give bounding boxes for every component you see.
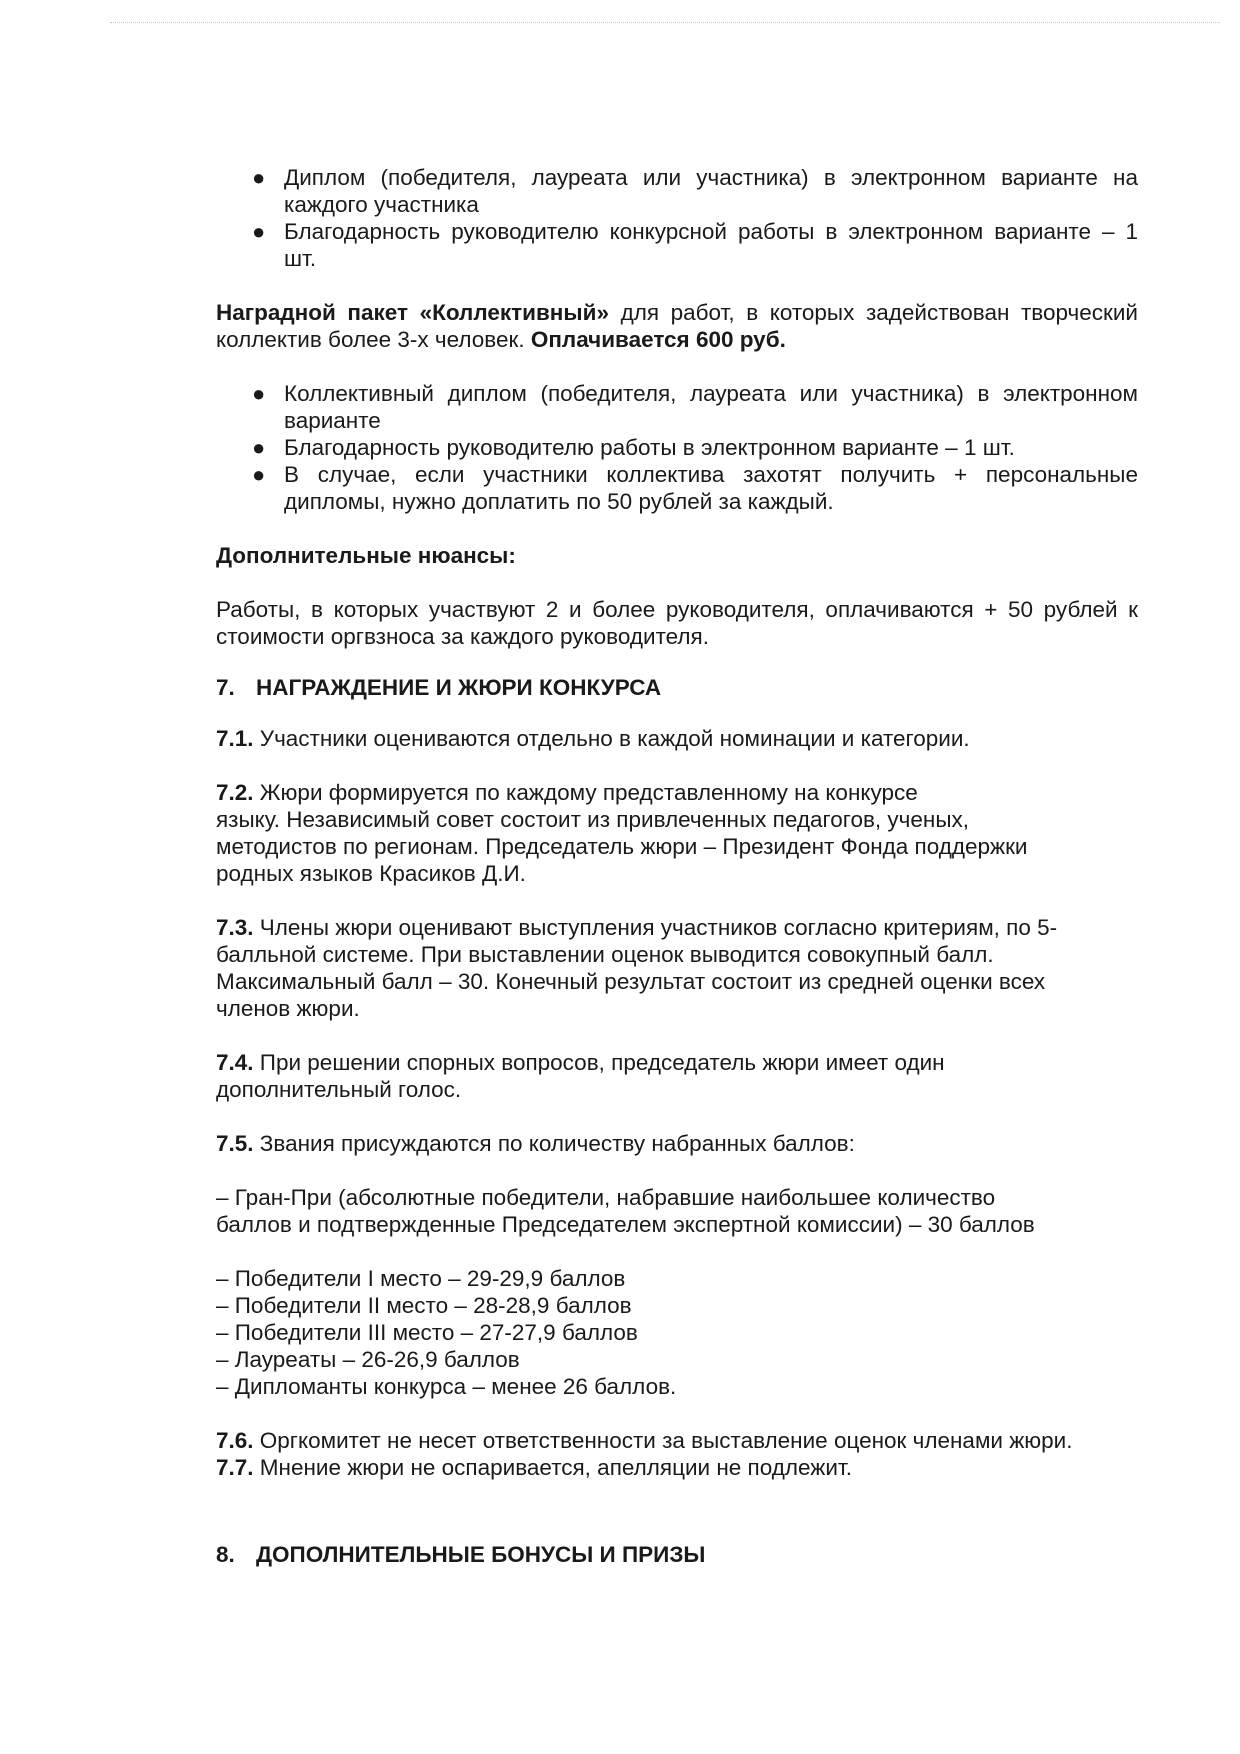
bullet-icon: ● [252,165,266,190]
list-item: ● В случае, если участники коллектива захотят получить + персональные дипломы, нужно доплатить по 50 рублей за каждый. [252,462,1138,514]
list-item: ● Благодарность руководителю конкурсной работы в электронном варианте – 1 шт. [252,219,1138,271]
list-item: – Лауреаты – 26-26,9 баллов [216,1347,520,1372]
collective-package-paragraph: Наградной пакет «Коллективный» для работ, в которых задействован творческий коллектив более 3-х человек. Оплачивается 600 руб. [216,300,1138,352]
list-item: ● Благодарность руководителю работы в электронном варианте – 1 шт. [252,435,1015,460]
extra-nuances-text: Работы, в которых участвуют 2 и более руководителя, оплачиваются + 50 рублей к стоимости оргвзноса за каждого руководителя. [216,597,1138,649]
section-7-heading: 7. НАГРАЖДЕНИЕ И ЖЮРИ КОНКУРСА [216,675,662,700]
clause-7-3: 7.3. Члены жюри оценивают выступления участников согласно критериям, по 5- балльной системе. При выставлении оценок выводится совокупный балл. Максимальный балл – 30. Конечный результат состоит из средней оценки всех членов жюри. [216,915,1058,1021]
collective-package-list [216,380,1138,515]
clause-7-4: 7.4. При решении спорных вопросов, председатель жюри имеет один дополнительный голос. [216,1050,945,1102]
list-item: – Победители I место – 29-29,9 баллов [216,1266,626,1291]
section-8-heading: 8. ДОПОЛНИТЕЛЬНЫЕ БОНУСЫ И ПРИЗЫ [216,1542,706,1567]
clause-7-1: 7.1. Участники оцениваются отдельно в каждой номинации и категории. [216,726,970,751]
ranks-list [216,1265,1138,1400]
scan-edge-line [110,22,1220,23]
clauses-7-6-7-7 [216,1427,1138,1481]
award-package-list [216,164,1138,272]
list-item: – Победители III место – 27-27,9 баллов [216,1320,638,1345]
bullet-icon: ● [252,381,266,406]
grand-prix-item: – Гран-При (абсолютные победители, набравшие наибольшее количество баллов и подтвержденные Председателем экспертной комиссии) – 30 баллов [216,1185,1035,1237]
clause-7-7: 7.7. Мнение жюри не оспаривается, апелляции не подлежит. [216,1455,852,1480]
clause-7-2: 7.2. Жюри формируется по каждому представленному на конкурсе языку. Независимый совет состоит из привлеченных педагогов, ученых, методистов по регионам. Председатель жюри – Президент Фонда поддержки родных языков Красиков Д.И. [216,780,1028,886]
list-item: ● Диплом (победителя, лауреата или участника) в электронном варианте на каждого участника [252,165,1138,217]
bullet-icon: ● [252,219,266,244]
list-item: – Победители II место – 28-28,9 баллов [216,1293,632,1318]
clause-7-5: 7.5. Звания присуждаются по количеству набранных баллов: [216,1131,855,1156]
bullet-icon: ● [252,462,266,487]
list-item: – Дипломанты конкурса – менее 26 баллов. [216,1374,677,1399]
list-item: ● Коллективный диплом (победителя, лауреата или участника) в электронном варианте [252,381,1138,433]
clause-7-6: 7.6. Оргкомитет не несет ответственности за выставление оценок членами жюри. [216,1428,1073,1453]
bullet-icon: ● [252,435,266,460]
document-content [216,164,1138,1568]
extra-nuances-heading: Дополнительные нюансы: [216,543,516,568]
